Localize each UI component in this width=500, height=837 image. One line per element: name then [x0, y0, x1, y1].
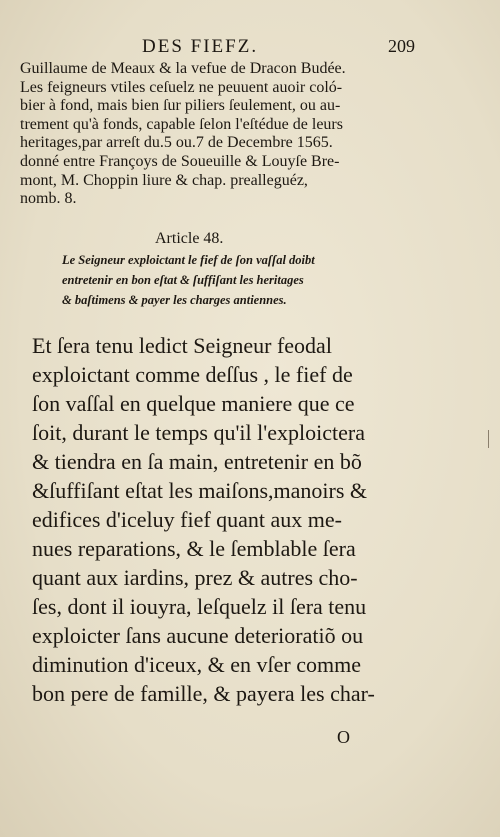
body-line: ſon vaſſal en quelque maniere que ce	[32, 391, 355, 416]
body-line: & tiendra en ſa main, entretenir en bõ	[32, 449, 362, 474]
summary-line: Le Seigneur exploictant le fief de ſon vaſſal doibt	[62, 253, 315, 267]
note-paragraph	[20, 60, 472, 209]
note-line: donné entre Françoys de Soueuille & Louyſe Bre-	[20, 152, 340, 170]
body-line: ſoit, durant le temps qu'il l'exploictera	[32, 420, 365, 445]
body-line: quant aux iardins, prez & autres cho-	[32, 565, 358, 590]
note-line: heritages,par arreſt du.5 ou.7 de Decembre 1565.	[20, 134, 333, 152]
summary-line: entretenir en bon eſtat & ſuffiſant les heritages	[62, 273, 304, 287]
body-line: nues reparations, & le ſemblable ſera	[32, 536, 356, 561]
page-number: 209	[388, 36, 415, 56]
article-body	[32, 331, 432, 708]
running-head: DES FIEFZ.	[142, 36, 259, 57]
article-heading: Article 48.	[155, 230, 224, 247]
note-line: mont, M. Choppin liure & chap. prealleguéz,	[20, 171, 308, 189]
note-line: Les feigneurs vtiles ceſuelz ne peuuent auoir coló-	[20, 78, 343, 96]
body-line: exploictant comme deſſus , le fief de	[32, 362, 353, 387]
margin-mark	[488, 430, 489, 448]
signature-mark: O	[337, 727, 350, 747]
note-line: bier à fond, mais bien ſur piliers ſeulement, ou au-	[20, 97, 341, 115]
body-line: exploicter ſans aucune deterioratiõ ou	[32, 623, 364, 648]
article-summary	[62, 250, 392, 310]
body-line: bon pere de famille, & payera les char-	[32, 681, 375, 706]
note-line: nomb. 8.	[20, 190, 77, 208]
body-line: Et ſera tenu ledict Seigneur feodal	[32, 333, 332, 358]
body-line: &ſuffiſant eſtat les maiſons,manoirs &	[32, 478, 368, 503]
body-line: ſes, dont il iouyra, leſquelz il ſera tenu	[32, 594, 367, 619]
note-line: Guillaume de Meaux & la vefue de Dracon Budée.	[20, 60, 346, 77]
summary-line: & baſtimens & payer les charges antiennes.	[62, 293, 287, 307]
body-line: edifices d'iceluy fief quant aux me-	[32, 507, 342, 532]
note-line: trement qu'à fonds, capable ſelon l'eſtédue de leurs	[20, 115, 343, 133]
page-header	[0, 36, 500, 58]
body-line: diminution d'iceux, & en vſer comme	[32, 652, 362, 677]
